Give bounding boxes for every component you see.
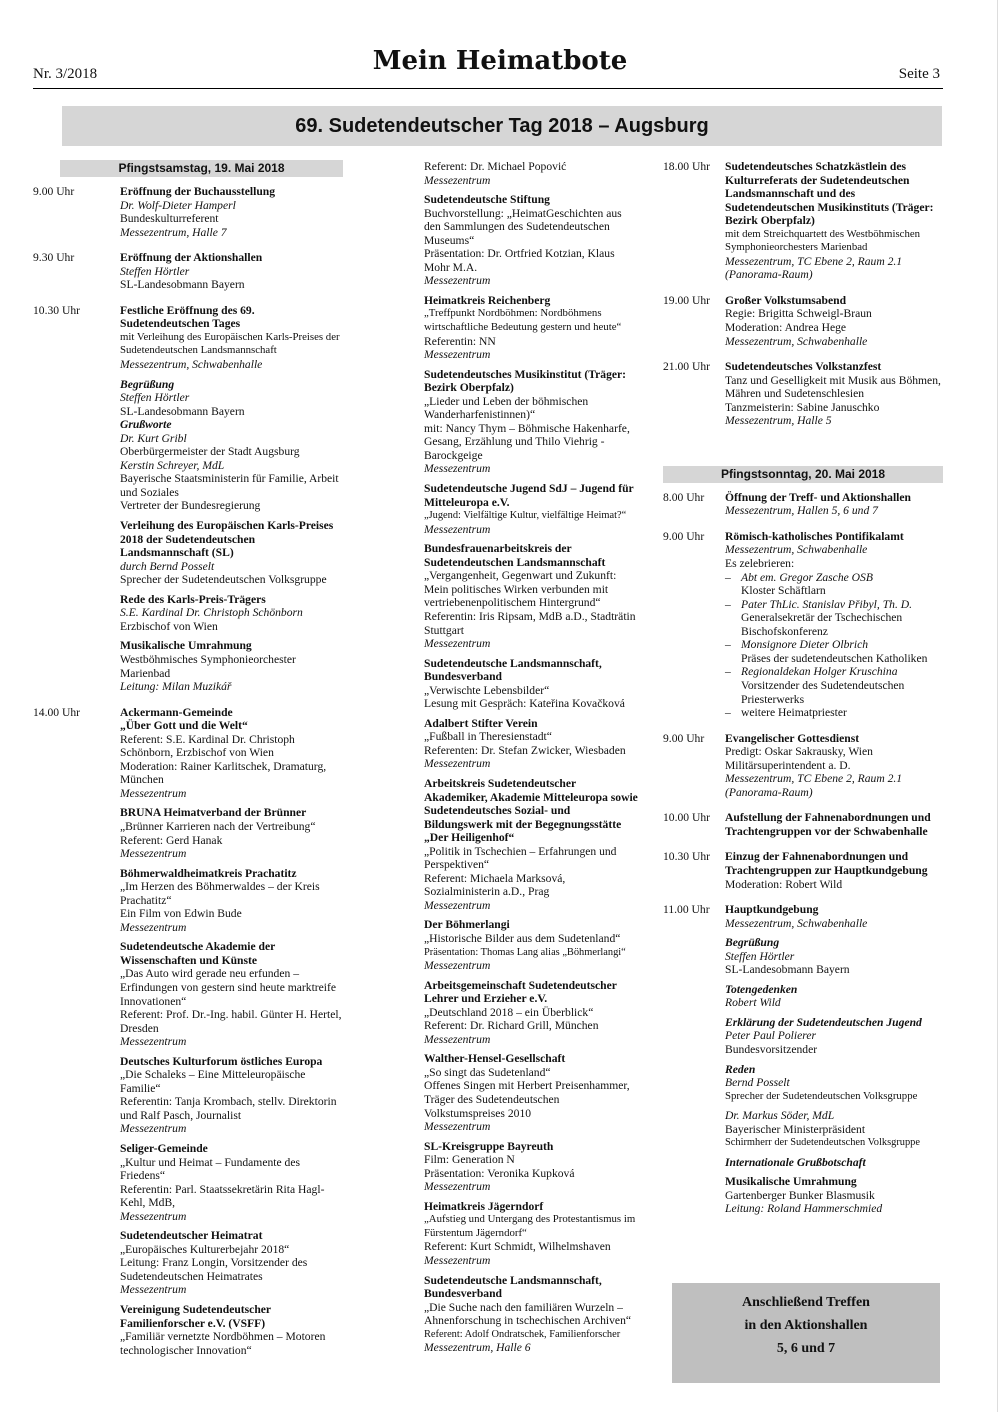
event-title: Arbeitskreis Sudetendeutscher Akademiker, Akademie Mitteleuropa sowie Sudetendeutsches Sozial- und Bildungswerk mit der Begegnungsstätte „Der Heiligenhof“	[424, 776, 638, 845]
event-line: „Fußball in Theresienstadt“	[424, 730, 552, 744]
event-line: „Die Schaleks – Eine Mitteleuropäische Familie“	[120, 1068, 306, 1095]
session-body	[725, 160, 943, 282]
event-line: „So singt das Sudetenland“	[424, 1065, 551, 1079]
role: Westböhmisches Symphonieorchester Marienbad	[120, 652, 296, 680]
session	[663, 903, 943, 1216]
column-3	[663, 160, 943, 1228]
speaker: Steffen Hörtler	[120, 391, 190, 405]
session-title: Großer Volkstumsabend	[725, 293, 847, 307]
event-title: Sudetendeutscher Heimatrat	[120, 1229, 263, 1243]
session-title: Eröffnung der Aktionshallen	[120, 251, 263, 265]
column-1	[33, 160, 343, 1369]
celebrant-name: – Regionaldekan Holger Kruschina	[741, 665, 898, 679]
event-title: SL-Kreisgruppe Bayreuth	[424, 1139, 554, 1153]
event-line: Referentin: Iris Ripsam, MdB a.D., Stadträtin Stuttgart	[424, 609, 636, 637]
session-subtitle: mit Verleihung des Europäischen Karls-Preises der Sudetendeutschen Landsmannschaft	[120, 330, 340, 357]
event	[120, 1142, 343, 1223]
masthead-logo: Mein Heimatbote	[372, 46, 628, 76]
session-body	[725, 903, 943, 1216]
event-line: Referentin: Parl. Staatssekretärin Rita Hagl-Kehl, MdB,	[120, 1182, 325, 1210]
event	[120, 1303, 343, 1357]
event	[424, 717, 639, 771]
event-line: Referent: Dr. Michael Popović	[424, 160, 567, 173]
event-title: Sudetendeutsche Jugend SdJ – Jugend für Mitteleuropa e.V.	[424, 482, 634, 509]
event-line: Moderation: Rainer Karlitschek, Dramaturg, München	[120, 759, 327, 787]
event	[424, 294, 639, 362]
location: Messezentrum	[424, 1120, 491, 1134]
session	[663, 491, 943, 518]
event-line: Referent: Adolf Ondratschek, Familienforscher	[424, 1328, 621, 1340]
session-title: Öffnung der Treff- und Aktionshallen	[725, 490, 911, 504]
location: Messezentrum, Halle 5	[725, 414, 832, 428]
event-line: Regie: Brigitta Schweigl-Braun	[725, 307, 872, 321]
event	[424, 657, 639, 711]
celebrant-name: – Pater ThLic. Stanislav Přibyl, Th. D.	[741, 597, 913, 611]
event	[424, 193, 639, 288]
item-heading: Rede des Karls-Preis-Trägers	[120, 592, 266, 606]
session-time: 9.30 Uhr	[33, 251, 75, 265]
closing-line: in den Aktionshallen	[744, 1318, 868, 1333]
session-body	[725, 491, 943, 518]
day-header-sunday: Pfingstsonntag, 20. Mai 2018	[663, 466, 943, 483]
event-title: Deutsches Kulturforum östliches Europa	[120, 1054, 323, 1068]
role: Bundesvorsitzender	[725, 1042, 818, 1056]
event	[120, 1055, 343, 1136]
celebrant-role: Kloster Schäftlarn	[741, 584, 826, 598]
session-time: 14.00 Uhr	[33, 705, 81, 719]
speaker: Leitung: Roland Hammerschmied	[725, 1202, 883, 1216]
event	[424, 160, 639, 187]
event-title: BRUNA Heimatverband der Brünner	[120, 806, 307, 820]
session-body	[725, 530, 943, 720]
event-line: mit: Nancy Thym – Böhmische Hakenharfe, Gesang, Erzählung und Thilo Viehrig - Barockgeige	[424, 421, 630, 462]
speaker: Kerstin Schreyer, MdL	[120, 458, 225, 472]
event-line: Referentin: Tanja Krombach, stellv. Direktorin und Ralf Pasch, Journalist	[120, 1095, 337, 1122]
location: Messezentrum, Halle 7	[120, 225, 227, 239]
location: Messezentrum	[424, 1180, 491, 1194]
session-body	[120, 185, 343, 239]
speaker: Steffen Hörtler	[120, 264, 190, 278]
speaker: Dr. Wolf-Dieter Hamperl	[120, 198, 236, 212]
speaker: Steffen Hörtler	[725, 949, 795, 963]
session-time: 9.00 Uhr	[663, 731, 705, 745]
celebrant-name: – Monsignore Dieter Olbrich	[741, 638, 869, 652]
event-line: „Politik in Tschechien – Erfahrungen und Perspektiven“	[424, 844, 617, 872]
event-line: „Die Suche nach den familiären Wurzeln – Ahnenforschung in tschechischen Archiven“	[424, 1300, 632, 1328]
session-body	[725, 732, 943, 800]
event	[424, 1052, 639, 1133]
session-time: 18.00 Uhr	[663, 160, 711, 173]
event-line: Predigt: Oskar Sakrausky, Wien	[725, 745, 873, 759]
event-line: „Brünner Karrieren nach der Vertreibung“	[120, 819, 316, 833]
celebrant-role: Vorsitzender des Sudetendeutschen Priesterwerks	[741, 678, 905, 706]
event	[424, 918, 639, 972]
item-heading: Grußworte	[120, 418, 172, 432]
event-line: „Familiär vernetzte Nordböhmen – Motoren technologischer Innovation“	[120, 1330, 326, 1357]
list-item	[725, 638, 943, 665]
event-line: „Kultur und Heimat – Fundamente des Friedens“	[120, 1155, 300, 1183]
event-line: mit dem Streichquartett des Westböhmischen Symphonieorchesters Marienbad	[725, 227, 921, 254]
event-title: Böhmerwaldheimatkreis Prachatitz	[120, 866, 297, 880]
event-title: Bundesfrauenarbeitskreis der Sudetendeutschen Landsmannschaft	[424, 542, 606, 569]
event-title: Sudetendeutsche Landsmannschaft, Bundesverband	[424, 1273, 602, 1301]
issue-number: Nr. 3/2018	[33, 66, 98, 82]
celebrant-name: – Abt em. Gregor Zasche OSB	[741, 570, 873, 584]
location: Messezentrum, Schwabenhalle	[725, 543, 868, 557]
session-time: 21.00 Uhr	[663, 360, 711, 374]
event-title: Sudetendeutsche Akademie der Wissenschaften und Künste	[120, 940, 276, 967]
location: Messezentrum, Schwabenhalle	[725, 334, 868, 348]
item-heading: Musikalische Umrahmung	[725, 1175, 857, 1189]
event-line: „Europäisches Kulturerbejahr 2018“	[120, 1242, 290, 1256]
day-header-saturday: Pfingstsamstag, 19. Mai 2018	[60, 160, 343, 177]
role: Sprecher der Sudetendeutschen Volksgruppe	[725, 1089, 918, 1102]
role: Vertreter der Bundesregierung	[120, 499, 261, 513]
event-line: Referent: S.E. Kardinal Dr. Christoph Schönborn, Erzbischof von Wien	[120, 732, 295, 760]
speaker: Bernd Posselt	[725, 1076, 790, 1090]
location: Messezentrum	[424, 1032, 491, 1046]
location: Messezentrum	[424, 959, 491, 973]
event-title: Heimatkreis Reichenberg	[424, 293, 551, 307]
event-line: Offenes Singen mit Herbert Preisenhammer, Träger des Sudetendeutschen Volkstumspreises 2010	[424, 1079, 630, 1120]
celebrant-role: Generalsekretär der Tschechischen Bischofskonferenz	[741, 611, 903, 638]
location: Messezentrum	[120, 1283, 187, 1297]
event-line: „Im Herzen des Böhmerwaldes – der Kreis Prachatitz“	[120, 880, 320, 907]
session	[663, 811, 943, 838]
header-rule	[33, 88, 943, 89]
speaker: Dr. Kurt Gribl	[120, 431, 187, 445]
event	[120, 806, 343, 860]
location: Messezentrum	[424, 522, 491, 536]
session-body	[725, 811, 943, 838]
event-line: Referent: Michaela Marksová, Sozialministerin a.D., Prag	[424, 871, 566, 899]
location: Messezentrum, TC Ebene 2, Raum 2.1 (Panorama-Raum)	[725, 772, 903, 799]
session-time: 19.00 Uhr	[663, 293, 711, 307]
speaker: Dr. Markus Söder, MdL	[725, 1109, 835, 1123]
session-title: Eröffnung der Buchausstellung	[120, 185, 276, 198]
location: Messezentrum	[120, 1209, 187, 1223]
session-time: 11.00 Uhr	[663, 903, 710, 917]
location: Messezentrum	[424, 348, 491, 362]
location: Messezentrum, Hallen 5, 6 und 7	[725, 504, 878, 518]
location: Messezentrum	[424, 898, 491, 912]
closing-line: Anschließend Treffen	[742, 1295, 870, 1310]
event-line: Präsentation: Thomas Lang alias „Böhmerlangi“	[424, 946, 626, 958]
location: Messezentrum	[120, 920, 187, 934]
page-title: 69. Sudetendeutscher Tag 2018 – Augsburg	[62, 106, 942, 146]
event	[120, 706, 343, 801]
item-heading: Begrüßung	[725, 936, 780, 950]
closing-box	[672, 1283, 940, 1383]
event-line: Lesung mit Gespräch: Kateřina Kovačková	[424, 697, 625, 711]
event-line: Referent: Prof. Dr.-Ing. habil. Günter H. Hertel, Dresden	[120, 1008, 342, 1035]
event	[424, 1274, 639, 1355]
session	[33, 185, 343, 239]
event-title: Sudetendeutsche Landsmannschaft, Bundesverband	[424, 656, 602, 684]
event-line: Film: Generation N	[424, 1153, 515, 1167]
location: Messezentrum, Schwabenhalle	[120, 358, 263, 372]
event-line: „Lieder und Leben der böhmischen Wanderharfenistinnen)“	[424, 394, 589, 422]
event-line: „Aufstieg und Untergang des Protestantismus im Fürstentum Jägerndorf“	[424, 1213, 636, 1239]
event-line: Referent: Gerd Hanak	[120, 833, 223, 847]
event-title: Heimatkreis Jägerndorf	[424, 1199, 544, 1213]
item-heading: Totengedenken	[725, 982, 798, 996]
event-line: Tanzmeisterin: Sabine Januschko	[725, 400, 880, 414]
event	[424, 1200, 639, 1268]
event-title: Walther-Hensel-Gesellschaft	[424, 1052, 566, 1066]
event-line: Präsentation: Veronika Kupková	[424, 1166, 575, 1180]
item-heading: Erklärung der Sudetendeutschen Jugend	[725, 1015, 922, 1029]
location: Messezentrum	[120, 1035, 187, 1049]
session-title: Evangelischer Gottesdienst	[725, 731, 860, 745]
event-line: Referenten: Dr. Stefan Zwicker, Wiesbaden	[424, 743, 626, 757]
list-item	[725, 706, 943, 720]
session-time: 10.00 Uhr	[663, 811, 711, 825]
location: Messezentrum	[424, 1254, 491, 1268]
event-title: Arbeitsgemeinschaft Sudetendeutscher Lehrer und Erzieher e.V.	[424, 978, 617, 1006]
event-line: „Das Auto wird gerade neu erfunden – Erfindungen von gestern sind heute marktreife Innovationen“	[120, 967, 337, 1008]
event-title: Vereinigung Sudetendeutscher Familienforscher e.V. (VSFF)	[120, 1303, 271, 1330]
event-line: Referent: Kurt Schmidt, Wilhelmshaven	[424, 1240, 611, 1254]
event-line: „Deutschland 2018 – ein Überblick“	[424, 1005, 594, 1019]
event	[120, 1229, 343, 1297]
session-title: Sudetendeutsches Volkstanzfest	[725, 360, 882, 374]
session-body	[120, 706, 343, 1358]
location: Messezentrum	[424, 173, 491, 187]
item-heading: Reden	[725, 1062, 756, 1076]
event-line: Moderation: Robert Wild	[725, 877, 843, 891]
speaker: Leitung: Milan Muzikář	[120, 680, 232, 694]
session-title: Festliche Eröffnung des 69. Sudetendeutschen Tages	[120, 303, 255, 331]
event-line: „Jugend: Vielfältige Kultur, vielfältige Heimat?“	[424, 510, 627, 522]
session	[663, 530, 943, 720]
event-line: Referentin: NN	[424, 334, 496, 348]
session-time: 10.30 Uhr	[663, 850, 711, 864]
session-time: 9.00 Uhr	[33, 185, 75, 198]
role: SL-Landesobmann Bayern	[120, 278, 245, 292]
celebrant-role: Präses der sudetendeutschen Katholiken	[741, 651, 928, 665]
celebrant-list	[725, 571, 943, 720]
closing-line: 5, 6 und 7	[776, 1341, 836, 1356]
session	[33, 251, 343, 292]
session-body	[120, 304, 343, 694]
location: Messezentrum	[424, 462, 491, 476]
event-line: Referent: Dr. Richard Grill, München	[424, 1019, 599, 1033]
event-line: Leitung: Franz Longin, Vorsitzender des Sudetendeutschen Heimatrates	[120, 1256, 308, 1283]
role: Erzbischof von Wien	[120, 619, 218, 633]
event-line: „Vergangenheit, Gegenwart und Zukunft: Mein politisches Wirken verbunden mit vertriebenenpolitischem Hintergrund“	[424, 569, 617, 610]
role: Bayerischer Ministerpräsident	[725, 1122, 866, 1136]
speaker: S.E. Kardinal Dr. Christoph Schönborn	[120, 606, 303, 620]
session-body	[725, 294, 943, 348]
session	[663, 850, 943, 891]
event-line: „Historische Bilder aus dem Sudetenland“	[424, 931, 621, 945]
role: Oberbürgermeister der Stadt Augsburg	[120, 445, 300, 459]
event-title: Sudetendeutsche Stiftung	[424, 193, 550, 207]
session	[33, 706, 343, 1358]
session-title: Einzug der Fahnenabordnungen und Trachtengruppen zur Hauptkundgebung	[725, 850, 928, 877]
session-title: Römisch-katholisches Pontifikalamt	[725, 529, 904, 543]
celebrant-role: – weitere Heimatpriester	[741, 706, 847, 720]
session	[663, 160, 943, 282]
page-edge	[997, 0, 998, 1412]
role: SL-Landesobmann Bayern	[120, 404, 245, 418]
location: Messezentrum	[424, 274, 491, 288]
column-2	[424, 160, 639, 1355]
location: Messezentrum	[424, 757, 491, 771]
page-number: Seite 3	[898, 66, 940, 82]
event	[424, 777, 639, 912]
location: Messezentrum	[424, 637, 491, 651]
session	[33, 304, 343, 694]
event-title: Seliger-Gemeinde	[120, 1142, 208, 1155]
speaker: Peter Paul Polierer	[725, 1029, 817, 1043]
event-line: Militärsuperintendent a. D.	[725, 758, 851, 772]
location: Messezentrum, TC Ebene 2, Raum 2.1 (Panorama-Raum)	[725, 254, 903, 282]
session-title: Hauptkundgebung	[725, 903, 819, 917]
event	[424, 542, 639, 650]
session-time: 8.00 Uhr	[663, 490, 705, 504]
role: Bayerische Staatsministerin für Familie, Arbeit und Soziales	[120, 472, 339, 499]
item-heading: Musikalische Umrahmung	[120, 639, 252, 653]
session	[663, 732, 943, 800]
item-heading: Begrüßung	[120, 377, 175, 391]
item-heading: Internationale Grußbotschaft	[725, 1155, 866, 1169]
session-body	[725, 360, 943, 428]
list-item	[725, 571, 943, 598]
session-title: Sudetendeutsches Schatzkästlein des Kulturreferats der Sudetendeutschen Landsmannschaft und des Sudetendeutschen Musikinstituts (Träger: Bezirk Oberpfalz)	[725, 160, 934, 228]
event-line: Ein Film von Edwin Bude	[120, 907, 242, 921]
event-line: „Treffpunkt Nordböhmen: Nordböhmens wirtschaftliche Bedeutung gestern und heute“	[424, 307, 622, 334]
session-body	[120, 251, 343, 292]
event	[120, 867, 343, 935]
role: Sprecher der Sudetendeutschen Volksgruppe	[120, 573, 327, 587]
role: Schirmherr der Sudetendeutschen Volksgruppe	[725, 1137, 920, 1149]
event-title: Sudetendeutsches Musikinstitut (Träger: Bezirk Oberpfalz)	[424, 367, 627, 395]
location: Messezentrum, Schwabenhalle	[725, 916, 868, 930]
event-title: Der Böhmerlangi	[424, 918, 510, 932]
event	[120, 940, 343, 1048]
event-subtitle: „Über Gott und die Welt“	[120, 719, 248, 733]
event-line: Präsentation: Dr. Ortfried Kotzian, Klaus Mohr M.A.	[424, 247, 615, 274]
location: Messezentrum	[120, 786, 187, 800]
item-heading: Verleihung des Europäischen Karls-Preises 2018 der Sudetendeutschen Landsmannschaft (SL)	[120, 519, 334, 560]
event-line: Moderation: Andrea Hege	[725, 321, 847, 335]
session-body	[725, 850, 943, 891]
session-title: Aufstellung der Fahnenabordnungen und Trachtengruppen vor der Schwabenhalle	[725, 811, 931, 838]
speaker: durch Bernd Posselt	[120, 559, 215, 573]
session-time: 9.00 Uhr	[663, 529, 705, 543]
event-line: Tanz und Geselligkeit mit Musik aus Böhmen, Mähren und Sudetenschlesien	[725, 373, 941, 401]
event	[424, 368, 639, 476]
role: SL-Landesobmann Bayern	[725, 963, 850, 977]
event	[424, 979, 639, 1047]
event-line: Buchvorstellung: „HeimatGeschichten aus den Sammlungen des Sudetendeutschen Museums“	[424, 206, 622, 247]
location: Messezentrum	[120, 1122, 187, 1136]
location: Messezentrum	[120, 847, 187, 861]
session	[663, 294, 943, 348]
event-line: Es zelebrieren:	[725, 557, 795, 571]
event	[424, 1140, 639, 1194]
speaker: Robert Wild	[725, 996, 781, 1010]
list-item	[725, 665, 943, 706]
list-item	[725, 598, 943, 639]
session-time: 10.30 Uhr	[33, 303, 81, 317]
location: Messezentrum, Halle 6	[424, 1341, 531, 1355]
event-title: Adalbert Stifter Verein	[424, 716, 538, 730]
role: Bundeskulturreferent	[120, 212, 219, 226]
role: Gartenberger Bunker Blasmusik	[725, 1188, 875, 1202]
event-title: Ackermann-Gemeinde	[120, 705, 233, 719]
event	[424, 482, 639, 536]
session	[663, 360, 943, 428]
event-line: „Verwischte Lebensbilder“	[424, 683, 550, 697]
